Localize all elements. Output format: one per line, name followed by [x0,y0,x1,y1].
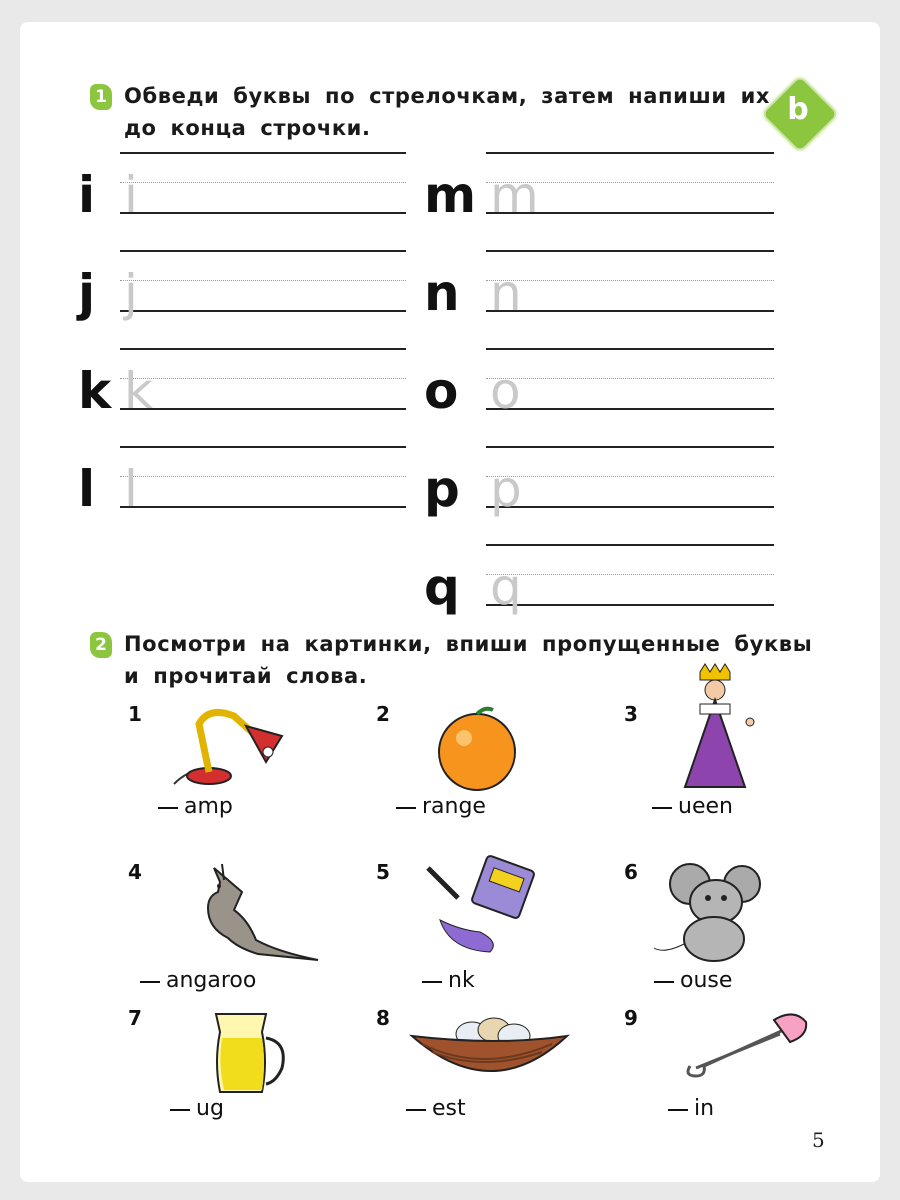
handwriting-area-j[interactable] [160,252,406,308]
solid-guide-line [120,506,406,508]
task1-number: 1 [95,87,107,107]
task2-number-badge [90,632,112,658]
word-with-blank [158,794,233,819]
task1-instruction-line2: до конца строчки. [124,116,371,140]
word-fragment: ouse [680,968,733,993]
trace-letter-n: n [424,264,460,322]
missing-letter-blank[interactable] [140,981,160,983]
handwriting-area-i[interactable] [160,154,406,210]
word-fragment: ug [196,1096,224,1121]
picture-number: 2 [376,702,390,726]
ghost-letter-i: i [124,166,138,224]
ghost-letter-l: l [124,460,138,518]
missing-letter-blank[interactable] [668,1109,688,1111]
picture-number: 1 [128,702,142,726]
solid-guide-line [120,310,406,312]
handwriting-area-m[interactable] [526,154,774,210]
ghost-letter-p: p [490,460,522,518]
trace-letter-i: i [78,166,96,224]
ghost-letter-o: o [490,362,521,420]
solid-guide-line [486,408,774,410]
mouse-icon [650,854,770,968]
nest-icon [402,1006,572,1090]
ghost-letter-m: m [490,166,539,224]
trace-letter-q: q [424,558,460,616]
picture-item-4 [128,860,358,1000]
solid-guide-line [486,506,774,508]
orange-icon [432,702,522,796]
trace-letter-j: j [78,264,96,322]
missing-letter-blank[interactable] [406,1109,426,1111]
letter-writing-row-p [424,446,874,526]
picture-number: 6 [624,860,638,884]
picture-number: 5 [376,860,390,884]
queen-icon [670,662,760,796]
jug-icon [194,1004,294,1108]
trace-letter-k: k [78,362,112,420]
handwriting-area-n[interactable] [526,252,774,308]
handwriting-area-q[interactable] [526,546,774,602]
picture-item-6 [624,860,854,1000]
solid-guide-line [486,310,774,312]
word-with-blank [396,794,486,819]
word-fragment: in [694,1096,715,1121]
task2-instruction-line2: и прочитай слова. [124,664,368,688]
word-fragment: ueen [678,794,733,819]
word-with-blank [406,1096,466,1121]
ink-icon [420,850,550,964]
trace-letter-o: o [424,362,459,420]
pin-icon [680,1006,810,1090]
kangaroo-icon [194,858,344,972]
handwriting-area-p[interactable] [526,448,774,504]
handwriting-area-k[interactable] [160,350,406,406]
picture-item-5 [376,860,606,1000]
level-badge [762,84,832,144]
handwriting-area-o[interactable] [526,350,774,406]
trace-letter-m: m [424,166,477,224]
handwriting-area-l[interactable] [160,448,406,504]
word-with-blank [170,1096,224,1121]
word-with-blank [654,968,732,993]
letter-writing-row-q [424,544,874,624]
picture-number: 9 [624,1006,638,1030]
ghost-letter-k: k [124,362,153,420]
task1-instruction [124,80,770,144]
lamp-icon [154,704,294,798]
letter-writing-row-m [424,152,874,232]
ghost-letter-j: j [124,264,138,322]
picture-item-1 [128,702,358,842]
missing-letter-blank[interactable] [422,981,442,983]
page-number: 5 [812,1128,825,1152]
word-fragment: amp [184,794,233,819]
picture-number: 3 [624,702,638,726]
solid-guide-line [120,408,406,410]
missing-letter-blank[interactable] [158,807,178,809]
word-fragment: est [432,1096,466,1121]
word-fragment: angaroo [166,968,257,993]
task1-instruction-line1: Обведи буквы по стрелочкам, затем напиши их [124,84,771,108]
level-badge-letter: b [787,92,809,127]
task2-instruction-line1: Посмотри на картинки, впиши пропущенные буквы [124,632,813,656]
word-fragment: range [422,794,486,819]
ghost-letter-n: n [490,264,522,322]
picture-item-9 [624,1006,854,1146]
word-with-blank [140,968,256,993]
picture-number: 7 [128,1006,142,1030]
solid-guide-line [120,212,406,214]
picture-item-7 [128,1006,358,1146]
solid-guide-line [486,604,774,606]
word-with-blank [652,794,733,819]
workbook-page [20,22,880,1182]
missing-letter-blank[interactable] [396,807,416,809]
ghost-letter-q: q [490,558,522,616]
picture-item-2 [376,702,606,842]
picture-item-8 [376,1006,606,1146]
missing-letter-blank[interactable] [170,1109,190,1111]
picture-number: 8 [376,1006,390,1030]
trace-letter-l: l [78,460,96,518]
picture-item-3 [624,702,854,842]
picture-number: 4 [128,860,142,884]
task1-number-badge [90,84,112,110]
missing-letter-blank[interactable] [654,981,674,983]
word-with-blank [422,968,475,993]
trace-letter-p: p [424,460,460,518]
letter-writing-row-n [424,250,874,330]
missing-letter-blank[interactable] [652,807,672,809]
word-with-blank [668,1096,714,1121]
letter-writing-row-o [424,348,874,428]
word-fragment: nk [448,968,475,993]
task2-number: 2 [95,635,107,655]
